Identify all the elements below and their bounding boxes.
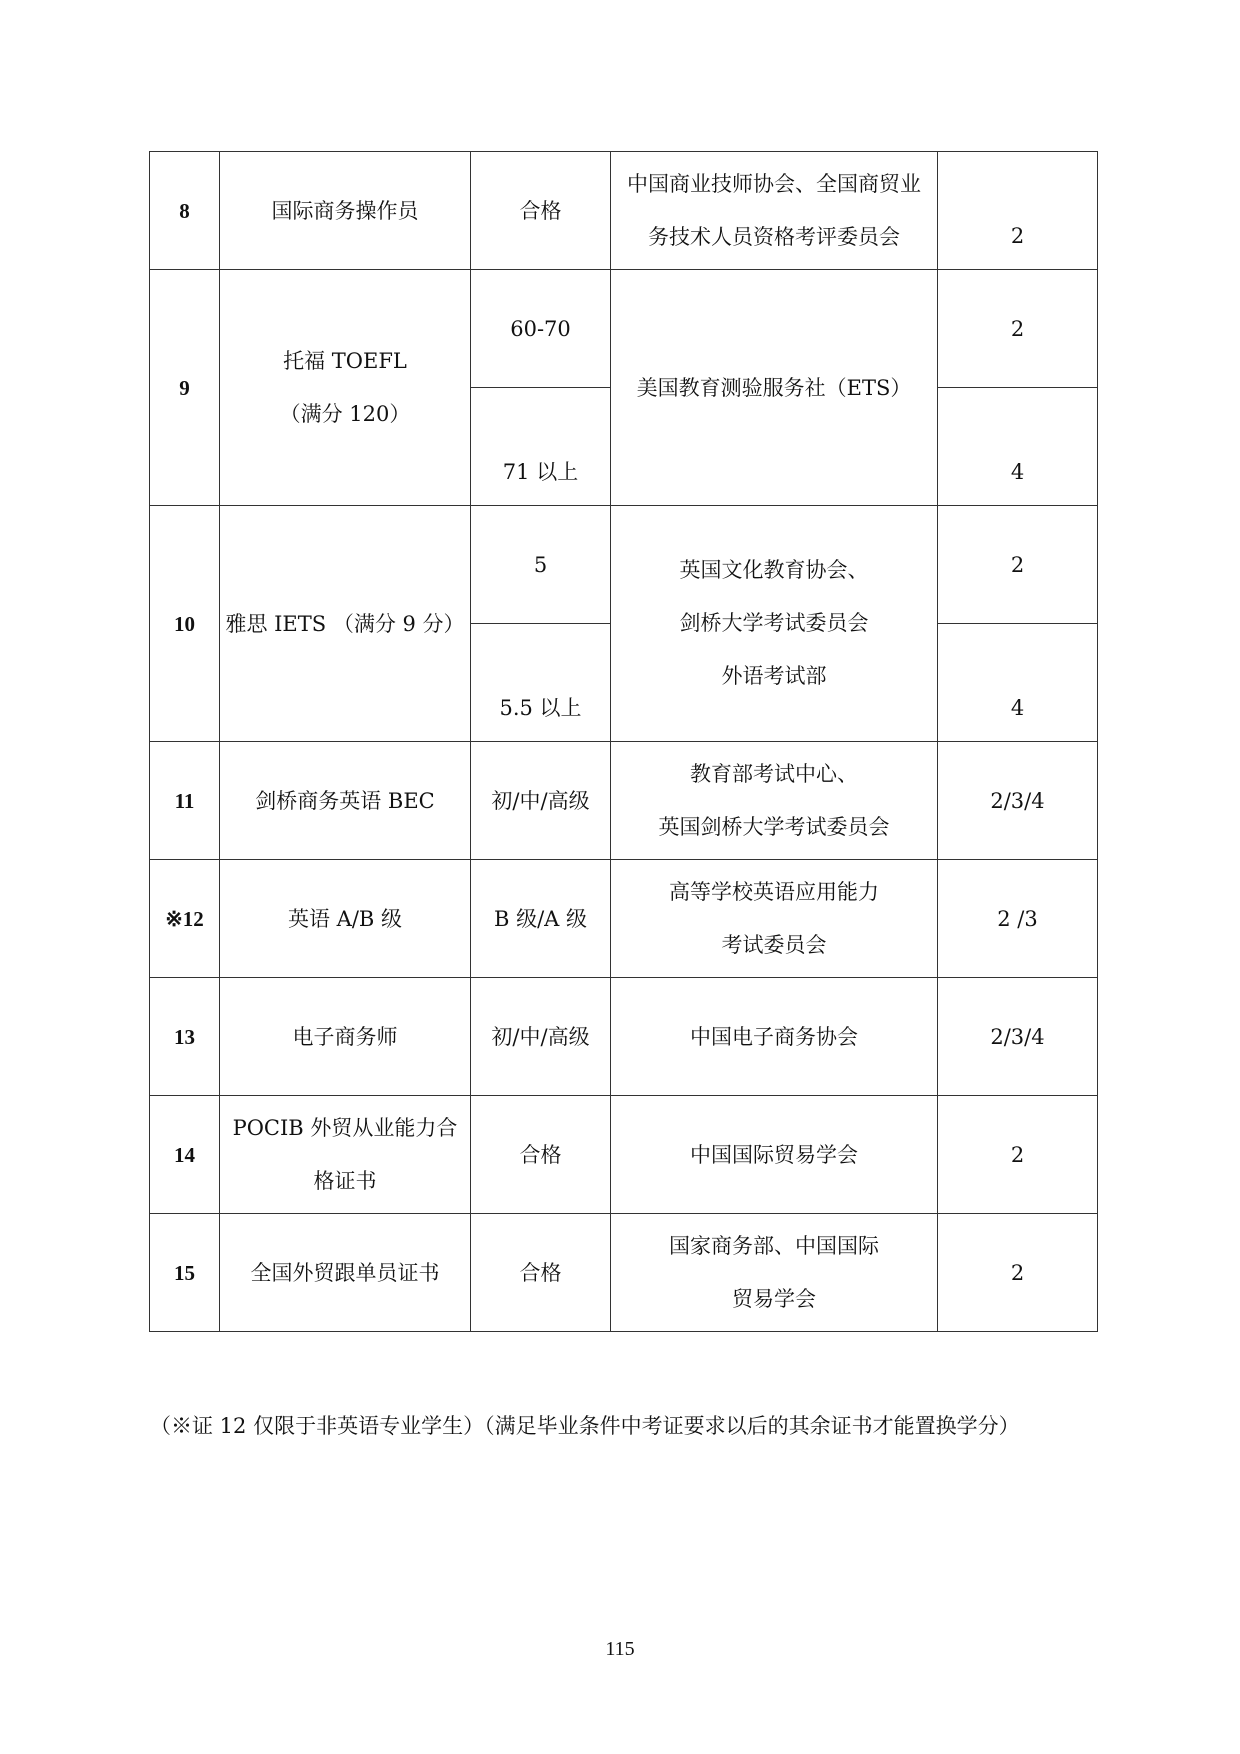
row-number: 10: [150, 506, 220, 742]
issuer-line: 考试委员会: [721, 932, 827, 957]
issuer-line: 外语考试部: [721, 664, 827, 688]
row-number: ※12: [150, 860, 220, 978]
name-line: （满分 120）: [279, 401, 411, 426]
row-number: 15: [150, 1214, 220, 1332]
table-row: [150, 860, 1098, 978]
row-number: 14: [150, 1096, 220, 1214]
issuer-line: 高等学校英语应用能力: [669, 879, 879, 904]
issuer-line: 中国商业技师协会、全国商贸业: [627, 171, 921, 196]
issuing-body: [611, 742, 938, 860]
issuing-body: [611, 506, 938, 742]
certificate-level: 5: [471, 506, 611, 624]
certificate-level: 合格: [471, 152, 611, 270]
name-line: 格证书: [313, 1168, 377, 1193]
credit-value: 2: [938, 506, 1098, 624]
issuing-body: 美国教育测验服务社（ETS）: [611, 270, 938, 506]
issuer-line: 贸易学会: [732, 1286, 816, 1311]
name-line: POCIB 外贸从业能力合: [232, 1115, 458, 1140]
certificate-name: 电子商务师: [220, 978, 471, 1096]
table-row: [150, 506, 1098, 624]
row-number: 9: [150, 270, 220, 506]
certificate-level: 初/中/高级: [471, 742, 611, 860]
certificate-level: 5.5 以上: [471, 624, 611, 742]
table-row: [150, 1096, 1098, 1214]
row-number: 13: [150, 978, 220, 1096]
table-row: [150, 270, 1098, 388]
certificate-name: 全国外贸跟单员证书: [220, 1214, 471, 1332]
certificate-name: 英语 A/B 级: [220, 860, 471, 978]
certificate-level: 60-70: [471, 270, 611, 388]
issuer-line: 国家商务部、中国国际: [669, 1233, 879, 1258]
certificate-level: 合格: [471, 1096, 611, 1214]
issuing-body: [611, 860, 938, 978]
page-number: 115: [605, 1638, 635, 1660]
issuing-body: 中国国际贸易学会: [611, 1096, 938, 1214]
issuing-body: 中国电子商务协会: [611, 978, 938, 1096]
name-line: 托福 TOEFL: [283, 348, 407, 373]
certificate-name: 国际商务操作员: [220, 152, 471, 270]
credit-value: 2/3/4: [938, 978, 1098, 1096]
issuer-line: 英国文化教育协会、: [679, 558, 869, 582]
footnote: （※证 12 仅限于非英语专业学生）（满足毕业条件中考证要求以后的其余证书才能置换学分）: [150, 1414, 1020, 1438]
table-row: [150, 742, 1098, 860]
certificate-name: 雅思 IETS （满分 9 分）: [220, 506, 471, 742]
credit-value: 2: [938, 270, 1098, 388]
issuer-line: 教育部考试中心、: [690, 761, 858, 786]
issuer-line: 英国剑桥大学考试委员会: [658, 814, 890, 839]
certificate-name: [220, 1096, 471, 1214]
certificate-level: 初/中/高级: [471, 978, 611, 1096]
credit-value: 4: [938, 624, 1098, 742]
credit-value: 2 /3: [938, 860, 1098, 978]
credit-value: 2/3/4: [938, 742, 1098, 860]
table-row: [150, 152, 1098, 270]
certificate-level: 71 以上: [471, 388, 611, 506]
credit-value: 4: [938, 388, 1098, 506]
credit-value: 2: [938, 152, 1098, 270]
table-row: [150, 1214, 1098, 1332]
certificate-level: B 级/A 级: [471, 860, 611, 978]
credit-value: 2: [938, 1096, 1098, 1214]
row-number: 11: [150, 742, 220, 860]
row-number: 8: [150, 152, 220, 270]
certificate-name: [220, 270, 471, 506]
issuer-line: 务技术人员资格考评委员会: [648, 224, 900, 249]
issuing-body: [611, 1214, 938, 1332]
issuer-line: 剑桥大学考试委员会: [679, 611, 869, 635]
credit-value: 2: [938, 1214, 1098, 1332]
certificate-name: 剑桥商务英语 BEC: [220, 742, 471, 860]
certificate-level: 合格: [471, 1214, 611, 1332]
issuing-body: [611, 152, 938, 270]
table-row: [150, 978, 1098, 1096]
certificate-table: [149, 151, 1098, 1332]
